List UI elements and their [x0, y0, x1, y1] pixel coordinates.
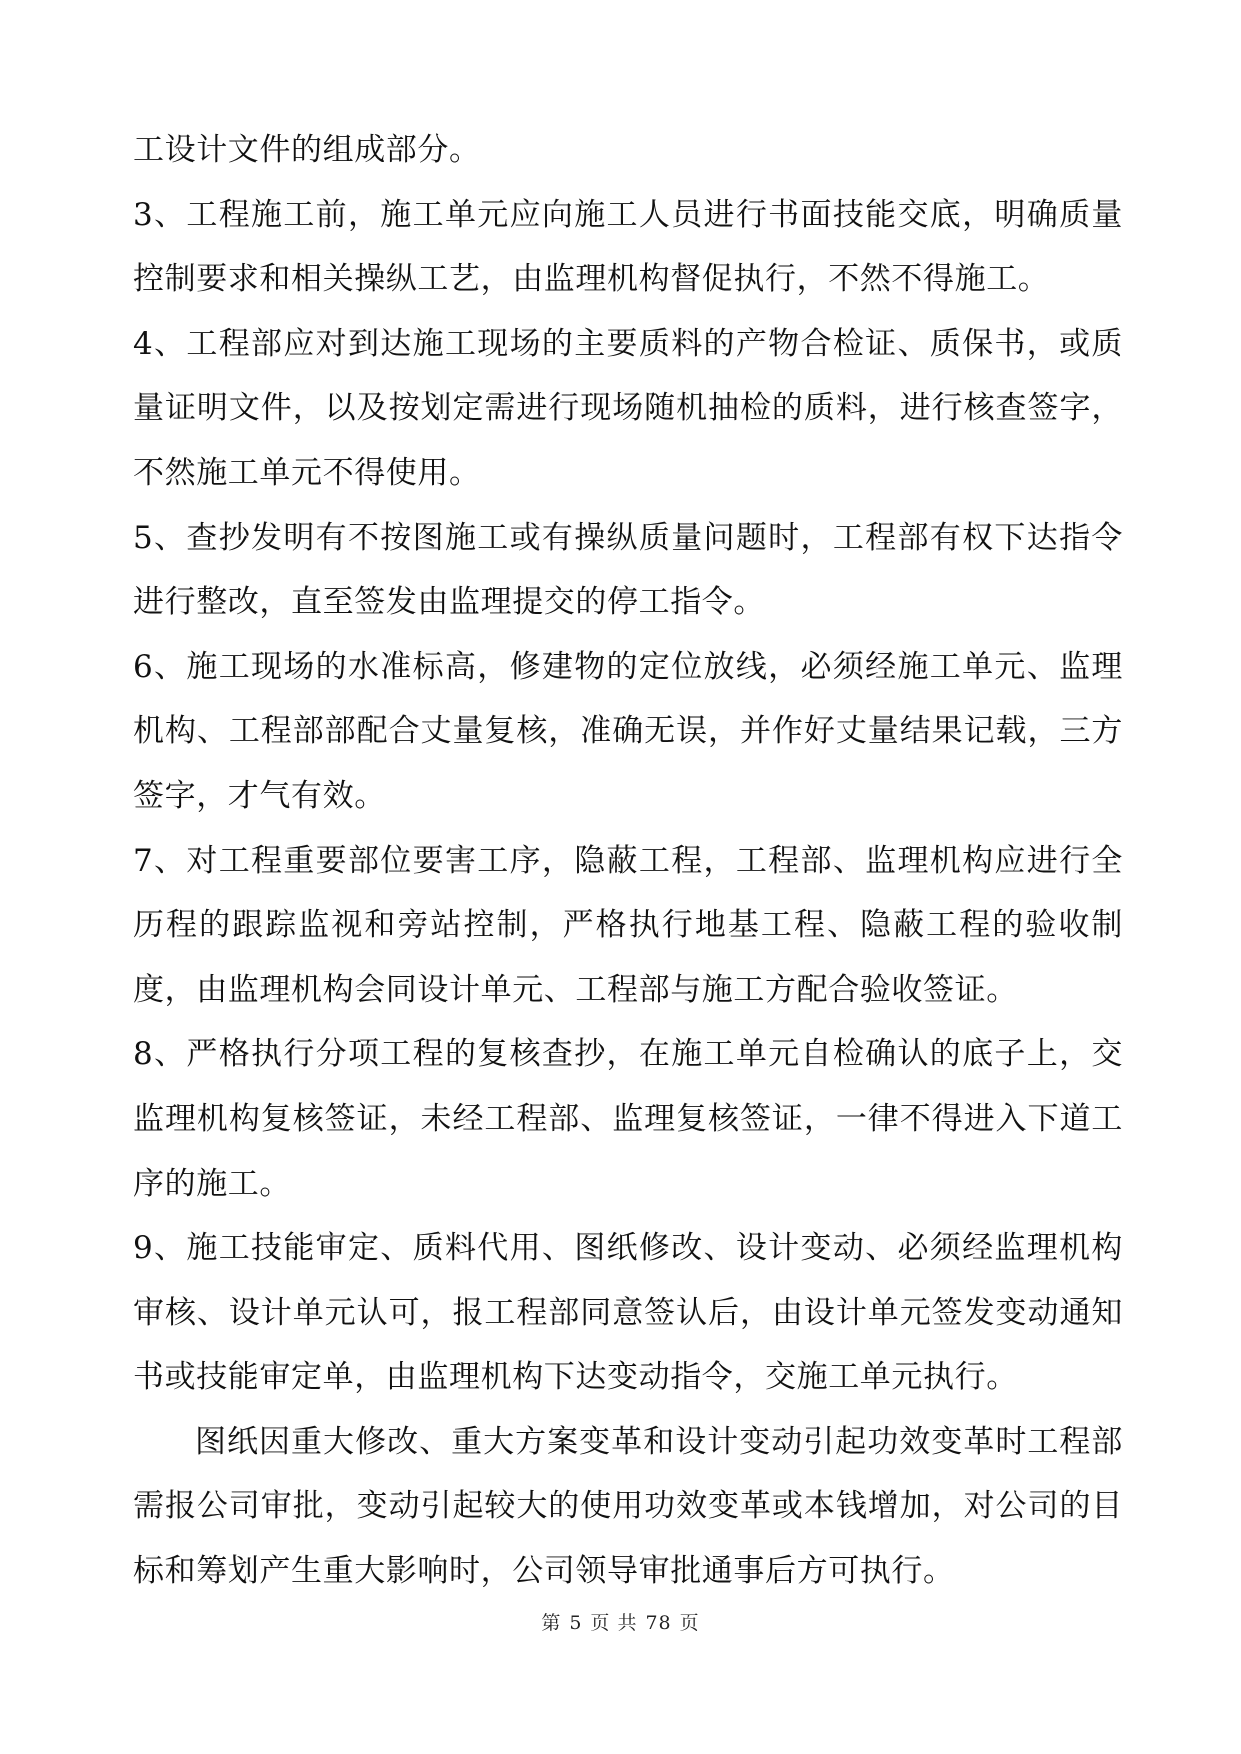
footer-total-pages: 78: [645, 1612, 672, 1634]
footer-suffix: 页: [679, 1612, 700, 1634]
paragraph-drawing-changes: 图纸因重大修改、重大方案变革和设计变动引起功效变革时工程部需报公司审批，变动引起较大的使用功效变革或本钱增加，对公司的目标和筹划产生重大影响时，公司领导审批通事后方可执行。: [133, 1423, 1123, 1590]
paragraph-item-3: 3、工程施工前，施工单元应向施工人员进行书面技能交底，明确质量控制要求和相关操纵工艺，由监理机构督促执行，不然不得施工。: [133, 196, 1123, 298]
document-body: [133, 118, 1123, 1604]
paragraph-item-8: 8、严格执行分项工程的复核查抄，在施工单元自检确认的底子上，交监理机构复核签证，未经工程部、监理复核签证，一律不得进入下道工序的施工。: [133, 1036, 1123, 1202]
paragraph-item-6: 6、施工现场的水准标高，修建物的定位放线，必须经施工单元、监理机构、工程部部配合丈量复核，准确无误，并作好丈量结果记载，三方签字，才气有效。: [133, 648, 1123, 814]
footer-prefix: 第: [541, 1612, 562, 1634]
footer-middle: 页 共: [590, 1612, 638, 1634]
paragraph-item-7: 7、对工程重要部位要害工序，隐蔽工程，工程部、监理机构应进行全历程的跟踪监视和旁站控制，严格执行地基工程、隐蔽工程的验收制度，由监理机构会同设计单元、工程部与施工方配合验收签证。: [133, 842, 1123, 1008]
page-footer: [0, 1608, 1241, 1635]
paragraph-item-4: 4、工程部应对到达施工现场的主要质料的产物合检证、质保书，或质量证明文件，以及按划定需进行现场随机抽检的质料，进行核查签字，不然施工单元不得使用。: [133, 325, 1123, 491]
paragraph-continuation: 工设计文件的组成部分。: [133, 132, 481, 168]
footer-page-number: 5: [569, 1612, 583, 1634]
paragraph-item-9: 9、施工技能审定、质料代用、图纸修改、设计变动、必须经监理机构审核、设计单元认可，报工程部同意签认后，由设计单元签发变动通知书或技能审定单，由监理机构下达变动指令，交施工单元执行。: [133, 1230, 1123, 1396]
paragraph-item-5: 5、查抄发明有不按图施工或有操纵质量问题时，工程部有权下达指令进行整改，直至签发由监理提交的停工指令。: [133, 519, 1123, 621]
